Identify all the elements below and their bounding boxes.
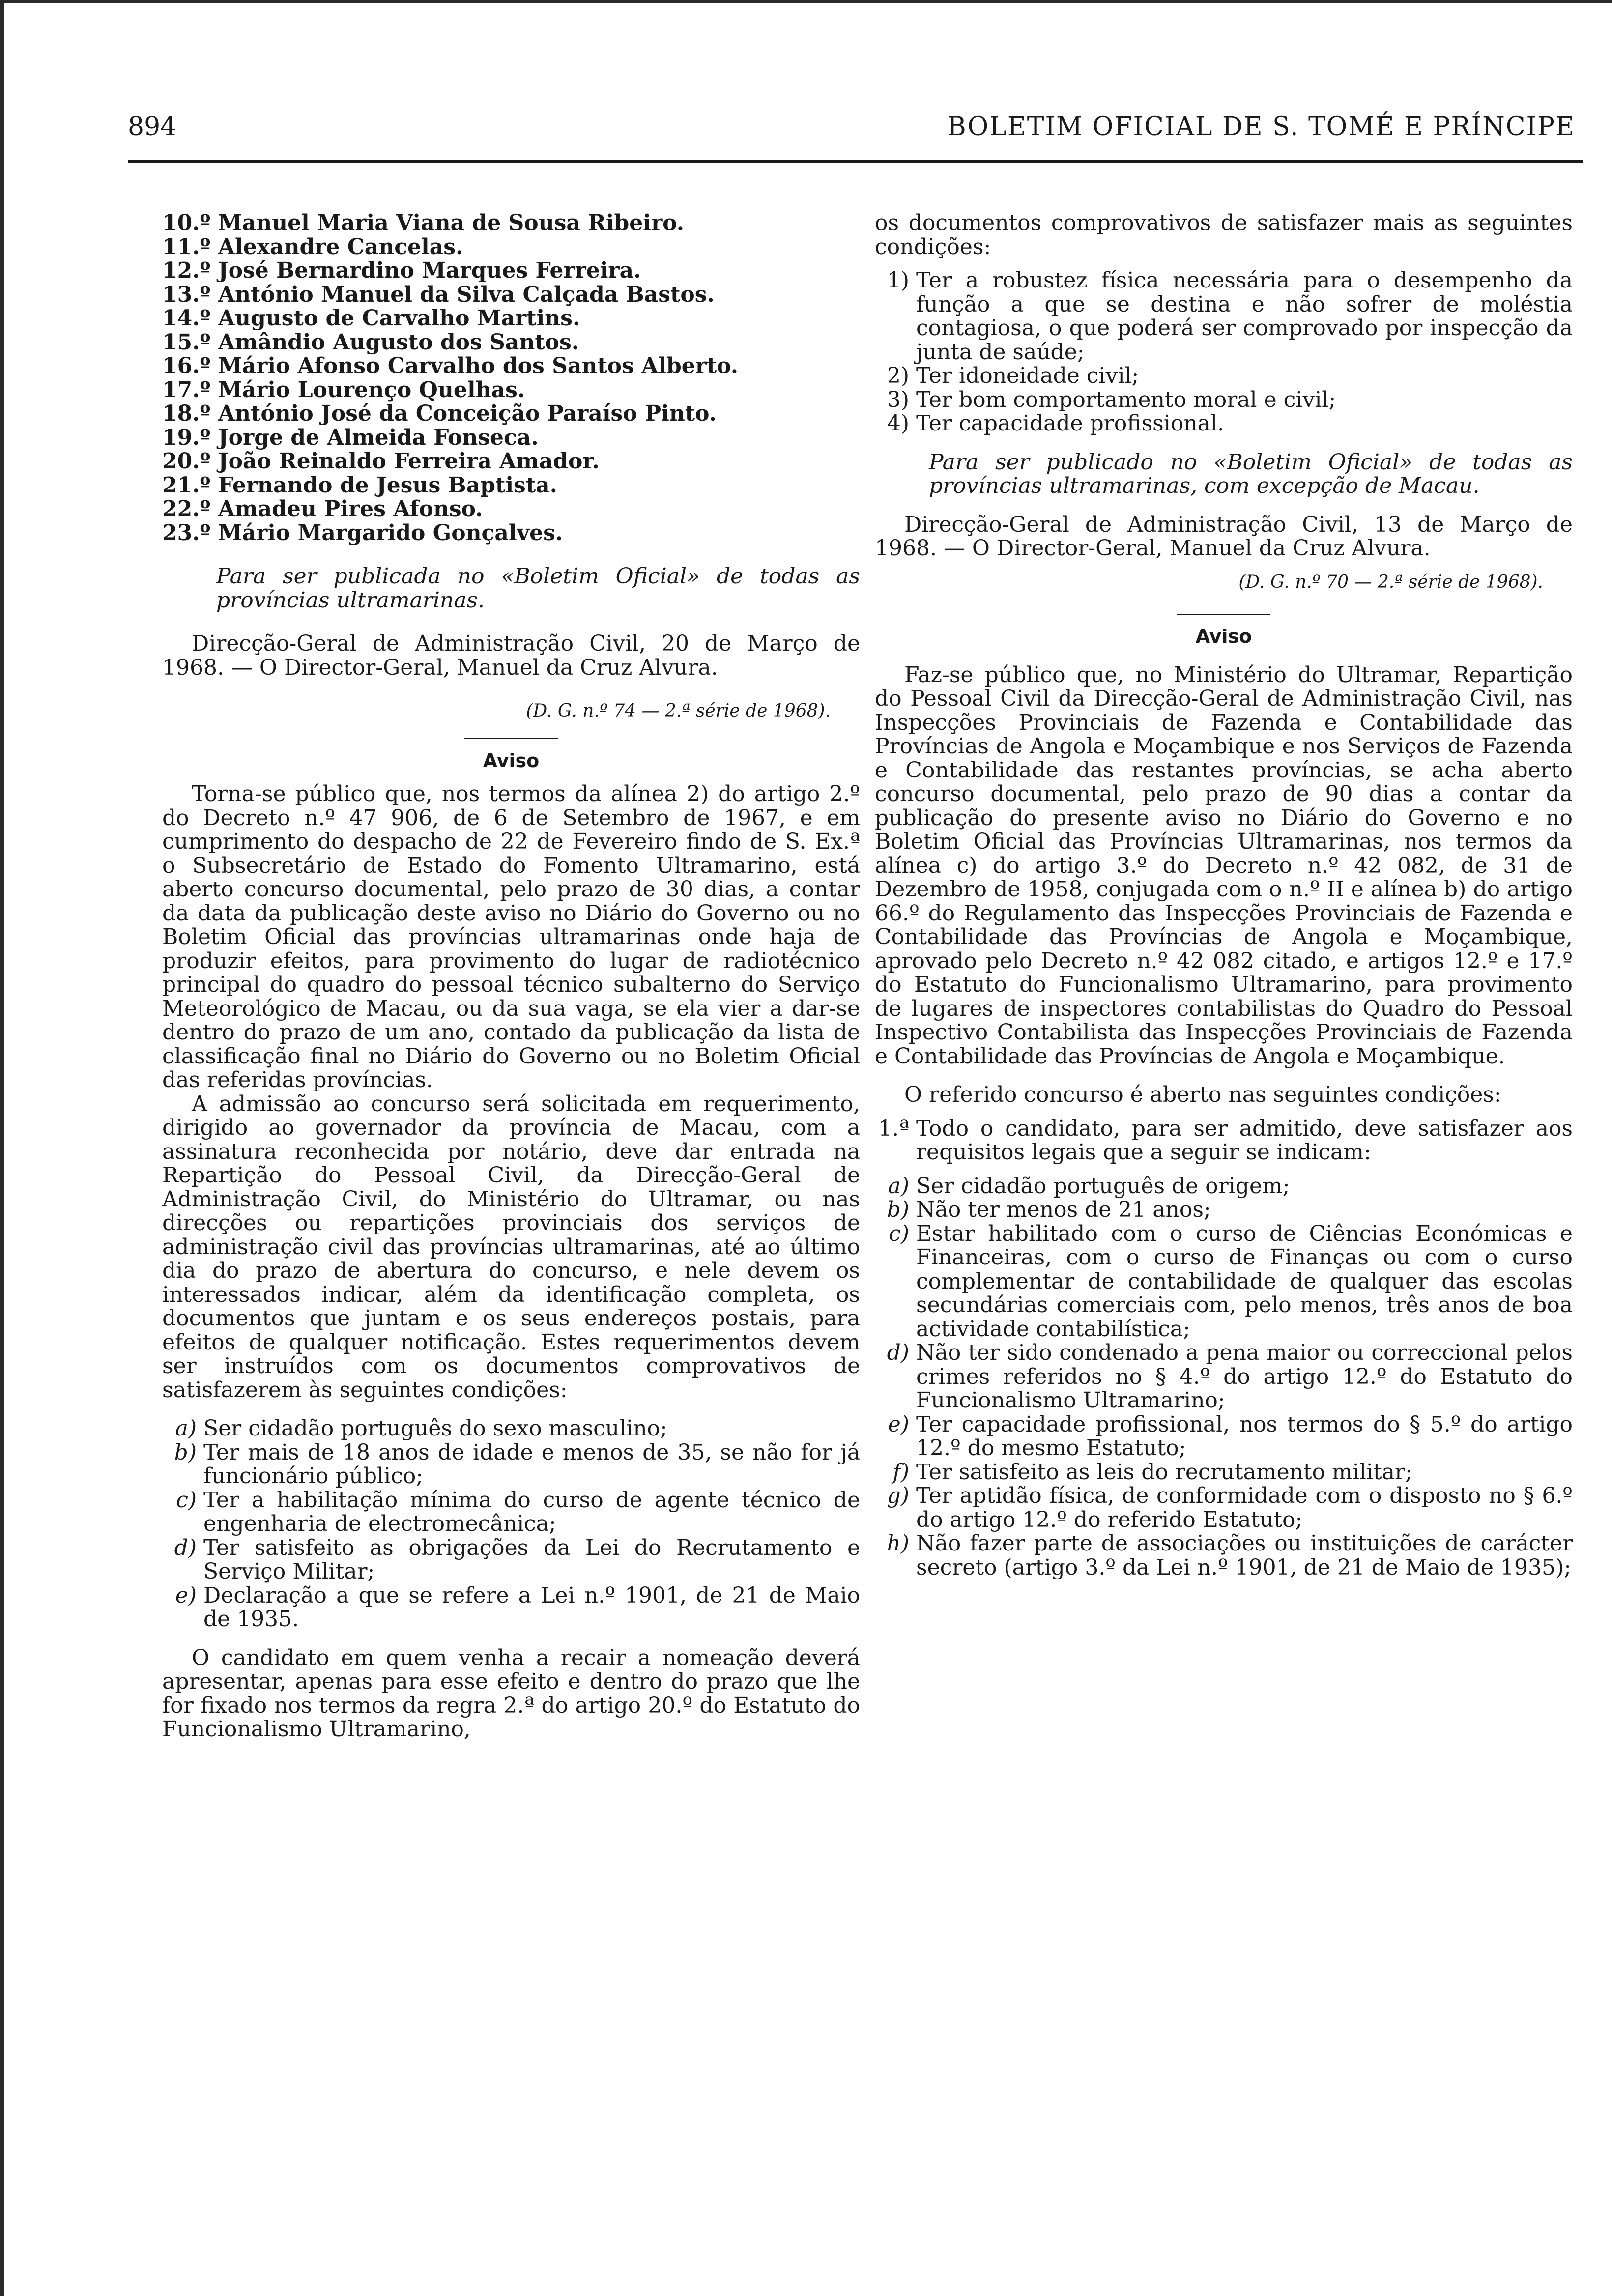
aviso-paragraph-1: Faz-se público que, no Ministério do Ultramar, Repartição do Pessoal Civil da Direcção-Geral de Administração Civil, nas Inspecções Provinciais de Fazenda e Contabilidade das Províncias de Angola e Moçambique e nos Serviços de Fazenda e Contabilidade das restantes províncias, se acha aberto concurso documental, pelo prazo de 90 dias a contar da publicação do presente aviso no Diário do Governo e no Boletim Oficial das Províncias Ultramarinas, nos termos da alínea c) do artigo 3.º do Decreto n.º 42 082, de 31 de Dezembro de 1958, conjugada com o n.º II e alínea b) do artigo 66.º do Regulamento das Inspecções Provinciais de Fazenda e Contabilidade das Províncias de Angola e Moçambique, aprovado pelo Decreto n.º 42 082 citado, e artigos 12.º e 17.º do Estatuto do Funcionalismo Ultramarino, para provimento de lugares de inspectores contabilistas do Quadro do Pessoal Inspectivo Contabilista das Inspecções Provinciais de Fazenda e Contabilidade das Províncias de Angola e Moçambique. [875, 662, 1573, 1069]
aviso-paragraph-2: O referido concurso é aberto nas seguintes condições: [904, 1082, 1501, 1107]
item-label: c) [176, 1487, 197, 1513]
item-text: Não ter menos de 21 anos; [916, 1197, 1211, 1222]
item-label: f) [892, 1459, 909, 1485]
item-label: h) [887, 1531, 909, 1556]
item-label: d) [174, 1535, 197, 1560]
item-text: Ter idoneidade civil; [916, 363, 1139, 388]
list-item [162, 1584, 860, 1632]
list-item [162, 1417, 860, 1441]
list-item [875, 1222, 1573, 1342]
list-item: 12.º José Bernardino Marques Ferreira. [162, 258, 641, 283]
list-item [875, 364, 1573, 388]
item-text: Ter capacidade profissional, nos termos do § 5.º do artigo 12.º do mesmo Estatuto; [916, 1411, 1573, 1461]
header-rule [128, 160, 1583, 163]
list-item [875, 1341, 1573, 1413]
scan-border-top [0, 0, 1612, 3]
item-text: Não fazer parte de associações ou instituições de carácter secreto (artigo 3.º da Lei n.º 1901, de 21 de Maio de 1935); [916, 1531, 1573, 1580]
aviso-heading: Aviso [1195, 626, 1252, 647]
item-text: Ser cidadão português do sexo masculino; [203, 1416, 667, 1441]
list-item: 13.º António Manuel da Silva Calçada Bastos. [162, 282, 715, 307]
item-label: c) [889, 1221, 909, 1246]
continuation-intro: os documentos comprovativos de satisfazer mais as seguintes condições: [875, 210, 1573, 259]
list-item: 14.º Augusto de Carvalho Martins. [162, 306, 580, 331]
list-item: 16.º Mário Afonso Carvalho dos Santos Alberto. [162, 353, 739, 378]
item-label: d) [887, 1340, 909, 1365]
list-item [875, 1413, 1573, 1461]
list-item: 18.º António José da Conceição Paraíso Pinto. [162, 401, 717, 426]
item-text: Ter satisfeito as leis do recrutamento militar; [916, 1459, 1412, 1485]
item-label: 3) [887, 387, 909, 412]
list-item: 20.º João Reinaldo Ferreira Amador. [162, 449, 600, 474]
item-text: Ter bom comportamento moral e civil; [916, 387, 1336, 412]
item-label: g) [887, 1483, 909, 1508]
scan-border-left [0, 0, 4, 2296]
list-item [875, 1532, 1573, 1579]
item-label: a) [175, 1416, 197, 1441]
list-item: 11.º Alexandre Cancelas. [162, 234, 463, 259]
list-item [875, 1175, 1573, 1199]
list-item: 15.º Amândio Augusto dos Santos. [162, 329, 579, 355]
list-item [875, 269, 1573, 364]
left-column [162, 211, 860, 1742]
signature-block: Direcção-Geral de Administração Civil, 20 de Março de 1968. — O Director-Geral, Manuel da Cruz Alvura. [162, 631, 860, 680]
publication-note: Para ser publicado no «Boletim Oficial» de todas as províncias ultramarinas, com excepção de Macau. [929, 449, 1573, 498]
right-column [875, 211, 1573, 1579]
list-item: 19.º Jorge de Almeida Fonseca. [162, 425, 539, 450]
page-number: 894 [128, 112, 177, 142]
list-item [875, 1484, 1573, 1532]
aviso-heading: Aviso [483, 749, 540, 772]
list-item [162, 1489, 860, 1536]
item-label: 1.ª [878, 1116, 909, 1141]
item-label: 1) [887, 268, 909, 293]
aviso-paragraph-2: A admissão ao concurso será solicitada em requerimento, dirigido ao governador da província de Macau, com a assinatura reconhecida por notário, deve dar entrada na Repartição do Pessoal Civil, da Direcção-Geral de Administração Civil, do Ministério do Ultramar, ou nas direcções ou repartições provinciais dos serviços de administração civil das províncias ultramarinas, até ao último dia do prazo de abertura do concurso, e nele devem os interessados indicar, além da identificação completa, os documentos que juntam e os seus endereços postais, para efeitos de qualquer notificação. Estes requerimentos devem ser instruídos com os documentos comprovativos de satisfazerem às seguintes condições: [162, 1091, 860, 1403]
list-item [875, 1117, 1573, 1165]
list-item: 10.º Manuel Maria Viana de Sousa Ribeiro. [162, 210, 685, 235]
item-text: Ter aptidão física, de conformidade com o disposto no § 6.º do artigo 12.º do referido Estatuto; [916, 1483, 1573, 1532]
list-item: 17.º Mário Lourenço Quelhas. [162, 377, 525, 402]
item-text: Ser cidadão português de origem; [916, 1173, 1290, 1199]
item-label: e) [175, 1582, 197, 1608]
list-item [875, 1461, 1573, 1485]
requirements-list [875, 1175, 1573, 1580]
item-text: Ter a robustez física necessária para o desempenho da função a que se destina e não sofrer de moléstia contagiosa, o que poderá ser comprovado por inspecção da junta de saúde; [916, 268, 1573, 365]
item-text: Estar habilitado com o curso de Ciências Económicas e Financeiras, com o curso de Finanças ou com o curso complementar de contabilidade de qualquer das escolas secundárias comerciais com, pelo menos, três anos de boa actividade contabilística; [916, 1221, 1573, 1342]
item-text: Ter mais de 18 anos de idade e menos de 35, se não for já funcionário público; [203, 1439, 860, 1489]
list-item: 22.º Amadeu Pires Afonso. [162, 496, 483, 521]
publication-title: BOLETIM OFICIAL DE S. TOMÉ E PRÍNCIPE [947, 112, 1575, 142]
item-text: Declaração a que se refere a Lei n.º 1901, de 21 de Maio de 1935. [203, 1582, 860, 1632]
aviso-paragraph-3: O candidato em quem venha a recair a nomeação deverá apresentar, apenas para esse efeito e dentro do prazo que lhe for fixado nos termos da regra 2.ª do artigo 20.º do Estatuto do Funcionalismo Ultramarino, [162, 1645, 860, 1742]
item-text: Não ter sido condenado a pena maior ou correccional pelos crimes referidos no § 4.º do artigo 12.º do Estatuto do Funcionalismo Ultramarino; [916, 1340, 1573, 1413]
item-text: Ter satisfeito as obrigações da Lei do Recrutamento e Serviço Militar; [203, 1535, 860, 1584]
list-item: 23.º Mário Margarido Gonçalves. [162, 520, 563, 545]
list-item [875, 412, 1573, 436]
aviso-paragraph-1: Torna-se público que, nos termos da alínea 2) do artigo 2.º do Decreto n.º 47 906, de 6 de Setembro de 1967, e em cumprimento do despacho de 22 de Fevereiro findo de S. Ex.ª o Subsecretário de Estado do Fomento Ultramarino, está aberto concurso documental, pelo prazo de 30 dias, a contar da data da publicação deste aviso no Diário do Governo ou no Boletim Oficial das províncias ultramarinas onde haja de produzir efeitos, para provimento do lugar de radiotécnico principal do quadro do pessoal técnico subalterno do Serviço Meteorológico de Macau, ou da sua vaga, se ela vier a dar-se dentro do prazo de um ano, contado da publicação da lista de classificação final no Diário do Governo ou no Boletim Oficial das referidas províncias. [162, 781, 860, 1092]
list-item [162, 1441, 860, 1489]
rule-list [875, 1117, 1573, 1165]
item-label: a) [888, 1173, 909, 1199]
item-label: b) [174, 1439, 197, 1465]
item-text: Todo o candidato, para ser admitido, deve satisfazer aos requisitos legais que a seguir se indicam: [916, 1116, 1573, 1165]
list-item: 21.º Fernando de Jesus Baptista. [162, 472, 557, 498]
item-label: 4) [887, 411, 909, 436]
item-label: 2) [887, 363, 909, 388]
source-reference: (D. G. n.º 70 — 2.ª série de 1968). [1238, 572, 1543, 592]
item-label: e) [888, 1411, 909, 1437]
list-item [875, 1198, 1573, 1222]
item-text: Ter capacidade profissional. [916, 411, 1224, 436]
list-item [875, 388, 1573, 412]
item-label: b) [887, 1197, 909, 1222]
conditions-list [162, 1417, 860, 1632]
numbered-conditions-list [875, 269, 1573, 436]
item-text: Ter a habilitação mínima do curso de agente técnico de engenharia de electromecânica; [203, 1487, 860, 1536]
signature-block: Direcção-Geral de Administração Civil, 13 de Março de 1968. — O Director-Geral, Manuel da Cruz Alvura. [875, 512, 1573, 561]
names-list [162, 211, 860, 545]
source-reference: (D. G. n.º 74 — 2.ª série de 1968). [526, 701, 831, 721]
publication-note: Para ser publicada no «Boletim Oficial» de todas as províncias ultramarinas. [216, 564, 860, 613]
list-item [162, 1536, 860, 1584]
